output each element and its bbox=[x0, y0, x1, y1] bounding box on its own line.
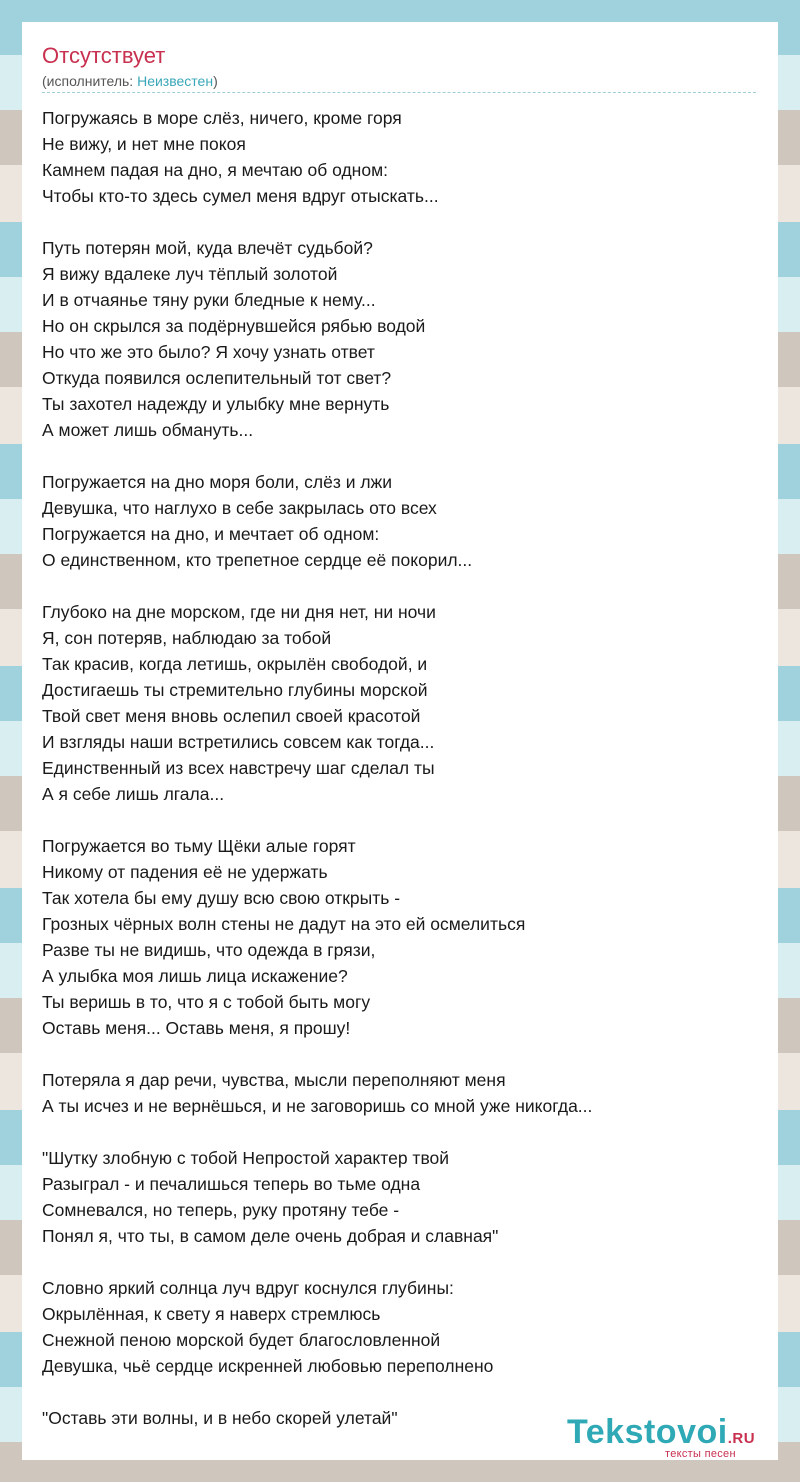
stanza-break bbox=[42, 443, 762, 469]
lyric-line: Камнем падая на дно, я мечтаю об одном: bbox=[42, 160, 388, 180]
lyrics-card bbox=[22, 22, 778, 1460]
lyric-line: Ты захотел надежду и улыбку мне вернуть bbox=[42, 394, 390, 414]
lyric-line: Потеряла я дар речи, чувства, мысли переполняют меня bbox=[42, 1070, 506, 1090]
lyric-line: Погружаясь в море слёз, ничего, кроме горя bbox=[42, 108, 402, 128]
stanza-break bbox=[42, 807, 762, 833]
stanza-break bbox=[42, 209, 762, 235]
lyric-line: Ты веришь в то, что я с тобой быть могу bbox=[42, 992, 371, 1012]
lyric-line: Глубоко на дне морском, где ни дня нет, ни ночи bbox=[42, 602, 436, 622]
lyric-line: Погружается на дно моря боли, слёз и лжи bbox=[42, 472, 393, 492]
stanza-break bbox=[42, 1119, 762, 1145]
lyric-line: Но что же это было? Я хочу узнать ответ bbox=[42, 342, 375, 362]
lyric-line: Снежной пеною морской будет благословленной bbox=[42, 1330, 441, 1350]
lyric-line: Откуда появился ослепительный тот свет? bbox=[42, 368, 392, 388]
lyric-line: Девушка, чьё сердце искренней любовью переполнено bbox=[42, 1356, 494, 1376]
artist-line bbox=[42, 72, 218, 90]
lyric-line: И в отчаянье тяну руки бледные к нему... bbox=[42, 290, 376, 310]
lyric-line: Оставь меня... Оставь меня, я прошу! bbox=[42, 1018, 351, 1038]
stanza-break bbox=[42, 573, 762, 599]
site-logo[interactable] bbox=[567, 1412, 777, 1460]
lyric-line: Понял я, что ты, в самом деле очень добрая и славная" bbox=[42, 1226, 499, 1246]
lyric-line: Погружается во тьму Щёки алые горят bbox=[42, 836, 356, 856]
lyric-line: Разве ты не видишь, что одежда в грязи, bbox=[42, 940, 376, 960]
lyric-line: А я себе лишь лгала... bbox=[42, 784, 225, 804]
lyric-line: Твой свет меня вновь ослепил своей красотой bbox=[42, 706, 421, 726]
lyric-line: Окрылённая, к свету я наверх стремлюсь bbox=[42, 1304, 381, 1324]
lyric-line: Я вижу вдалеке луч тёплый золотой bbox=[42, 264, 338, 284]
lyric-line: "Шутку злобную с тобой Непростой характер твой bbox=[42, 1148, 450, 1168]
logo-domain: .RU bbox=[727, 1430, 756, 1447]
stanza-break bbox=[42, 1041, 762, 1067]
logo-name: Tekstovoi bbox=[567, 1413, 728, 1451]
lyric-line: Погружается на дно, и мечтает об одном: bbox=[42, 524, 380, 544]
lyric-line: Разыграл - и печалишься теперь во тьме одна bbox=[42, 1174, 421, 1194]
lyric-line: А улыбка моя лишь лица искажение? bbox=[42, 966, 348, 986]
lyric-line: Единственный из всех навстречу шаг сделал ты bbox=[42, 758, 435, 778]
lyric-line: И взгляды наши встретились совсем как тогда... bbox=[42, 732, 435, 752]
logo-tagline: тексты песен bbox=[665, 1448, 736, 1460]
lyric-line: Не вижу, и нет мне покоя bbox=[42, 134, 246, 154]
stanza-break bbox=[42, 1379, 762, 1405]
lyric-line: Грозных чёрных волн стены не дадут на это ей осмелиться bbox=[42, 914, 526, 934]
lyric-line: А ты исчез и не вернёшься, и не заговоришь со мной уже никогда... bbox=[42, 1096, 593, 1116]
lyric-line: А может лишь обмануть... bbox=[42, 420, 254, 440]
lyrics-text bbox=[42, 105, 762, 1431]
title-divider bbox=[42, 92, 756, 93]
lyric-line: Чтобы кто-то здесь сумел меня вдруг отыскать... bbox=[42, 186, 439, 206]
lyric-line: Достигаешь ты стремительно глубины морской bbox=[42, 680, 428, 700]
stanza-break bbox=[42, 1249, 762, 1275]
song-title: Отсутствует bbox=[42, 43, 166, 68]
lyric-line: Путь потерян мой, куда влечёт судьбой? bbox=[42, 238, 373, 258]
lyric-line: Сомневался, но теперь, руку протяну тебе - bbox=[42, 1200, 400, 1220]
lyric-line: Но он скрылся за подёрнувшейся рябью водой bbox=[42, 316, 426, 336]
artist-link[interactable]: Неизвестен bbox=[137, 73, 214, 89]
lyric-line: Девушка, что наглухо в себе закрылась ото всех bbox=[42, 498, 437, 518]
artist-suffix: ) bbox=[213, 73, 218, 89]
artist-prefix: (исполнитель: bbox=[42, 73, 138, 89]
lyric-line: Словно яркий солнца луч вдруг коснулся глубины: bbox=[42, 1278, 454, 1298]
lyric-line: Никому от падения её не удержать bbox=[42, 862, 328, 882]
lyric-line: Так красив, когда летишь, окрылён свободой, и bbox=[42, 654, 428, 674]
lyric-line: Так хотела бы ему душу всю свою открыть - bbox=[42, 888, 401, 908]
lyric-line: О единственном, кто трепетное сердце её покорил... bbox=[42, 550, 473, 570]
lyric-line: Я, сон потеряв, наблюдаю за тобой bbox=[42, 628, 332, 648]
lyric-line: "Оставь эти волны, и в небо скорей улетай" bbox=[42, 1408, 398, 1428]
